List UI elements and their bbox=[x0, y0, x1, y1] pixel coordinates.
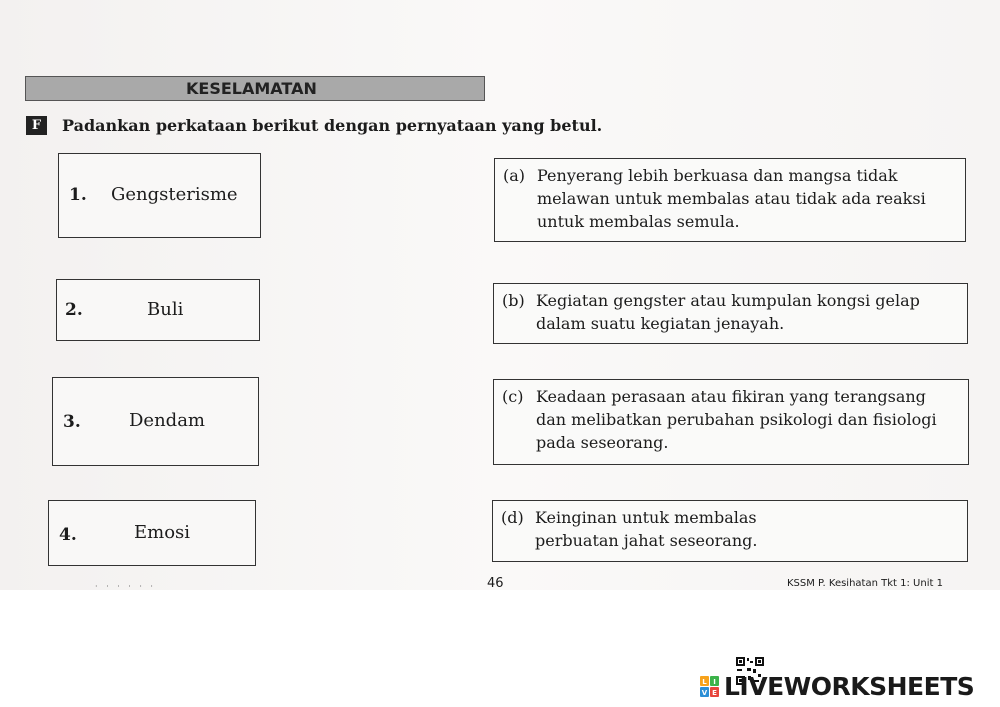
term-box-1[interactable] bbox=[58, 153, 261, 238]
statement-text: Penyerang lebih berkuasa dan mangsa tidak melawan untuk membalas atau tidak ada reaksi untuk membalas semula. bbox=[537, 166, 926, 231]
brand-tile-letter: L bbox=[702, 678, 707, 686]
term-label: Dendam bbox=[129, 410, 205, 431]
brand-tiles-icon bbox=[700, 676, 720, 698]
statement-box-a[interactable] bbox=[494, 158, 966, 242]
term-number: 2. bbox=[65, 300, 83, 320]
term-box-3[interactable] bbox=[52, 377, 259, 466]
statement-box-d[interactable] bbox=[492, 500, 968, 562]
term-label: Gengsterisme bbox=[111, 184, 238, 205]
term-box-2[interactable] bbox=[56, 279, 260, 341]
term-box-4[interactable] bbox=[48, 500, 256, 566]
statement-letter: (c) bbox=[502, 387, 524, 406]
statement-text: Kegiatan gengster atau kumpulan kongsi gelap dalam suatu kegiatan jenayah. bbox=[536, 291, 920, 333]
statement-box-b[interactable] bbox=[493, 283, 968, 344]
term-label: Buli bbox=[147, 299, 184, 320]
term-label: Emosi bbox=[134, 522, 191, 543]
section-badge: F bbox=[26, 116, 47, 135]
statement-letter: (a) bbox=[503, 166, 526, 185]
statement-text: Keinginan untuk membalas perbuatan jahat seseorang. bbox=[535, 508, 758, 550]
term-number: 4. bbox=[59, 525, 77, 545]
brand-name: LIVEWORKSHEETS bbox=[724, 672, 975, 701]
statement-text: Keadaan perasaan atau fikiran yang terangsang dan melibatkan perubahan psikologi dan fisiologi pada seseorang. bbox=[536, 387, 937, 452]
brand-tile-letter: V bbox=[701, 689, 708, 697]
page-number: 46 bbox=[487, 576, 504, 590]
statement-letter: (b) bbox=[502, 291, 525, 310]
statement-box-c[interactable] bbox=[493, 379, 969, 465]
term-number: 1. bbox=[69, 185, 87, 205]
statement-letter: (d) bbox=[501, 508, 524, 527]
term-number: 3. bbox=[63, 412, 81, 432]
instruction-text: Padankan perkataan berikut dengan pernyataan yang betul. bbox=[62, 116, 603, 135]
footer-reference: KSSM P. Kesihatan Tkt 1: Unit 1 bbox=[787, 578, 943, 589]
section-title: KESELAMATAN bbox=[25, 76, 485, 101]
page-footer bbox=[0, 572, 1000, 590]
brand-tile-letter: E bbox=[712, 689, 717, 697]
footer-left-text: · · · · · · bbox=[95, 582, 156, 590]
brand-tile-letter: I bbox=[713, 678, 716, 686]
